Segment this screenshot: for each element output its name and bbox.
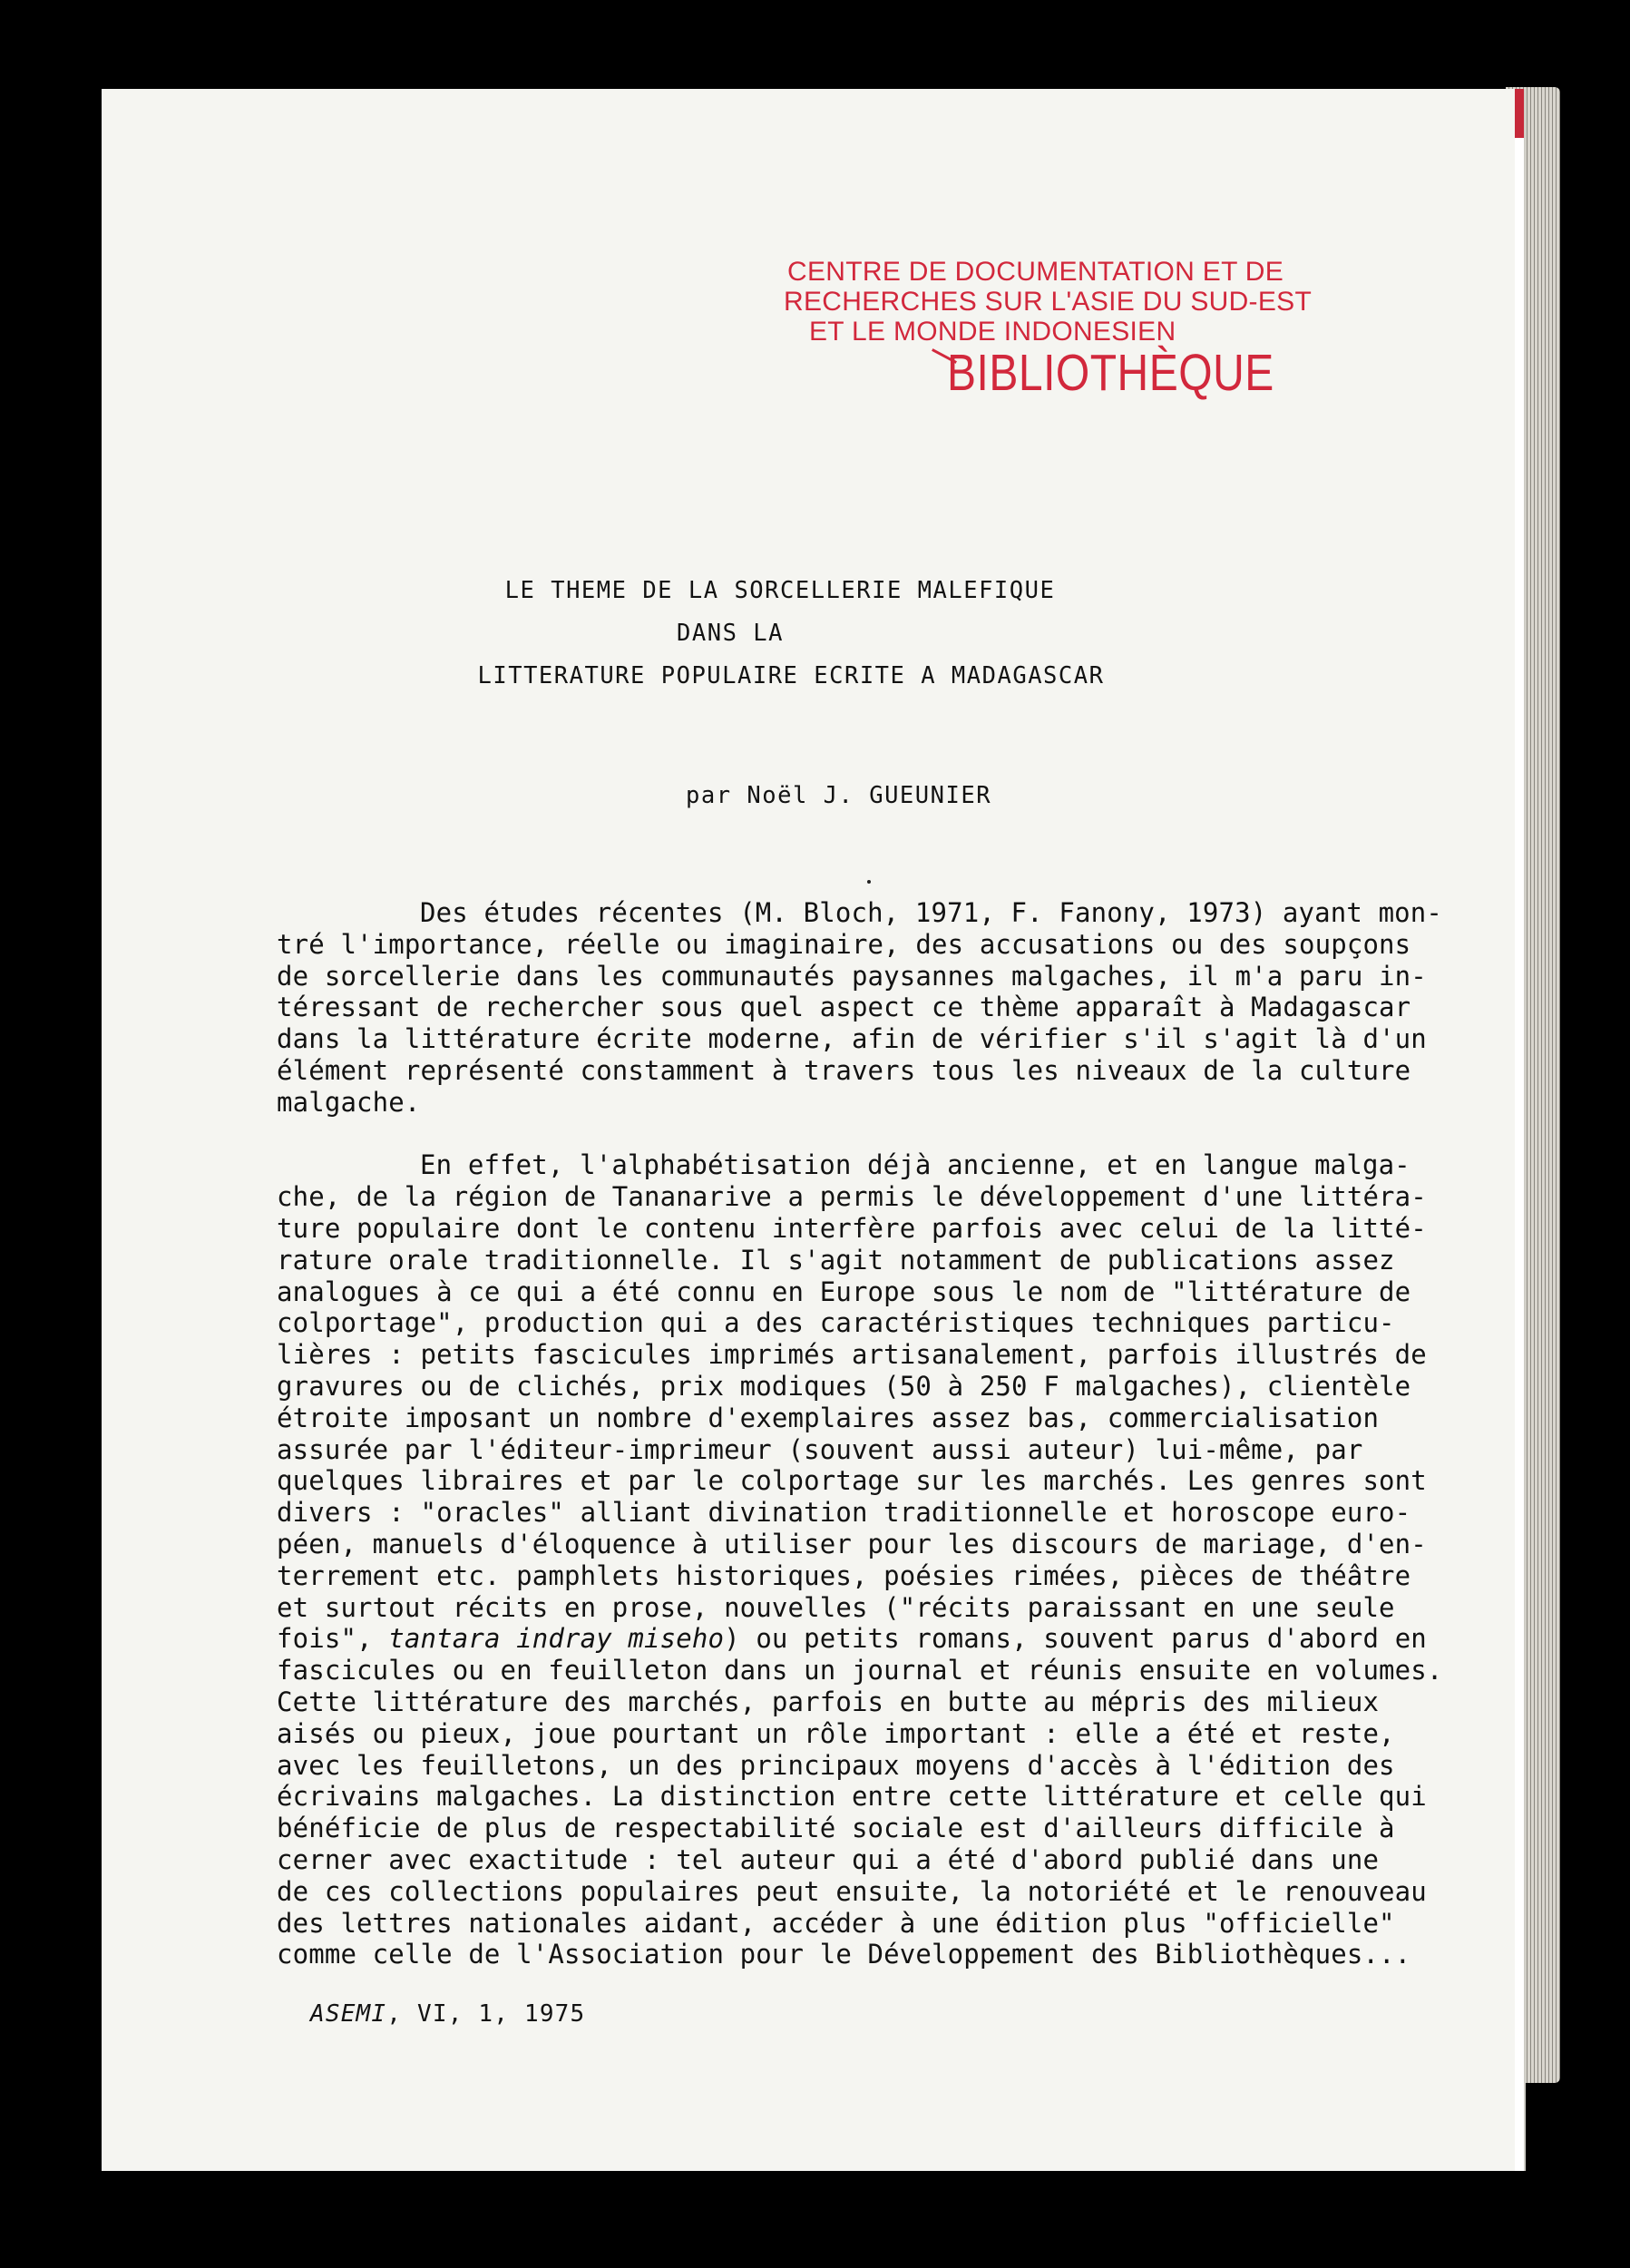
stamp-line-1: CENTRE DE DOCUMENTATION ET DE [787,257,1284,287]
ink-dot [867,880,871,884]
library-stamp [776,257,1357,402]
body-line: terrement etc. pamphlets historiques, poésies rimées, pièces de théâtre [277,1559,1411,1591]
body-line: tré l'importance, réelle ou imaginaire, des accusations ou des soupçons [277,928,1411,960]
body-line: gravures ou de clichés, prix modiques (50 à 250 F malgaches), clientèle [277,1370,1411,1402]
body-line: analogues à ce qui a été connu en Europe sous le nom de "littérature de [277,1276,1411,1307]
body-line: ture populaire dont le contenu interfère parfois avec celui de la litté- [277,1212,1427,1244]
page-margin-strip [1515,89,1524,2171]
body-line: quelques libraires et par le colportage sur les marchés. Les genres sont [277,1465,1427,1497]
body-line: Des études récentes (M. Bloch, 1971, F. Fanony, 1973) ayant mon- [420,897,1443,928]
journal-issue: , VI, 1, 1975 [386,2000,586,2028]
body-line: assurée par l'éditeur-imprimeur (souvent aussi auteur) lui-même, par [277,1433,1363,1465]
body-line: étroite imposant un nombre d'exemplaires assez bas, commercialisation [277,1402,1380,1433]
body-line: écrivains malgaches. La distinction entre cette littérature et celle qui [277,1781,1427,1813]
journal-name: ASEMI [310,2000,387,2028]
stamp-library-label: BIBLIOTHÈQUE [947,345,1274,402]
body-line: bénéficie de plus de respectabilité sociale est d'ailleurs difficile à [277,1813,1395,1844]
stamp-line-2: RECHERCHES SUR L'ASIE DU SUD-EST [784,287,1313,317]
body-line: che, de la région de Tananarive a permis le développement d'une littéra- [277,1181,1427,1213]
title-line-2: DANS LA [677,620,784,647]
body-line: aisés ou pieux, joue pourtant un rôle important : elle a été et reste, [277,1717,1395,1749]
title-line-1: LE THEME DE LA SORCELLERIE MALEFIQUE [504,577,1056,604]
body-line: lières : petits fascicules imprimés artisanalement, parfois illustrés de [277,1339,1427,1371]
body-line: avec les feuilletons, un des principaux moyens d'accès à l'édition des [277,1749,1395,1781]
body-line: de sorcellerie dans les communautés paysannes malgaches, il m'a paru in- [277,960,1427,992]
body-line: fascicules ou en feuilleton dans un journal et réunis ensuite en volumes. [277,1655,1443,1686]
stamp-line-3: ET LE MONDE INDONESIEN [809,317,1176,347]
body-line: rature orale traditionnelle. Il s'agit notamment de publications assez [277,1244,1395,1276]
paragraph-2 [277,1149,1443,1970]
body-line: péen, manuels d'éloquence à utiliser pour les discours de mariage, d'en- [277,1528,1427,1559]
author-byline: par Noël J. GUEUNIER [686,782,992,809]
body-line-segment: ) ou petits romans, souvent parus d'abord en [724,1623,1427,1655]
body-line: téressant de rechercher sous quel aspect ce thème apparaît à Madagascar [277,992,1411,1023]
article-body [277,897,1443,1970]
body-line: comme celle de l'Association pour le Développement des Bibliothèques... [277,1939,1411,1970]
body-line: et surtout récits en prose, nouvelles ("récits paraissant en une seule [277,1591,1395,1623]
body-line: dans la littérature écrite moderne, afin de vérifier s'il s'agit là d'un [277,1023,1427,1055]
body-line: colportage", production qui a des caractéristiques techniques particu- [277,1307,1395,1339]
title-line-3: LITTERATURE POPULAIRE ECRITE A MADAGASCAR [477,662,1105,689]
journal-footer [310,2000,585,2028]
body-line: malgache. [277,1086,421,1118]
body-line-with-italic [277,1623,1427,1655]
body-line: divers : "oracles" alliant divination traditionnelle et horoscope euro- [277,1497,1411,1529]
body-line: élément représenté constamment à travers tous les niveaux de la culture [277,1054,1411,1086]
article-title [254,570,1342,698]
malagasy-term: tantara indray miseho [388,1623,725,1655]
body-line: En effet, l'alphabétisation déjà ancienne, et en langue malga- [420,1149,1410,1181]
paragraph-1 [277,897,1443,1119]
body-line: Cette littérature des marchés, parfois en butte au mépris des milieux [277,1686,1380,1717]
body-line-segment: fois", [277,1623,389,1655]
body-line: cerner avec exactitude : tel auteur qui a été d'abord publié dans une [277,1843,1380,1875]
body-line: de ces collections populaires peut ensuite, la notoriété et le renouveau [277,1875,1427,1907]
body-line: des lettres nationales aidant, accéder à une édition plus "officielle" [277,1907,1395,1939]
